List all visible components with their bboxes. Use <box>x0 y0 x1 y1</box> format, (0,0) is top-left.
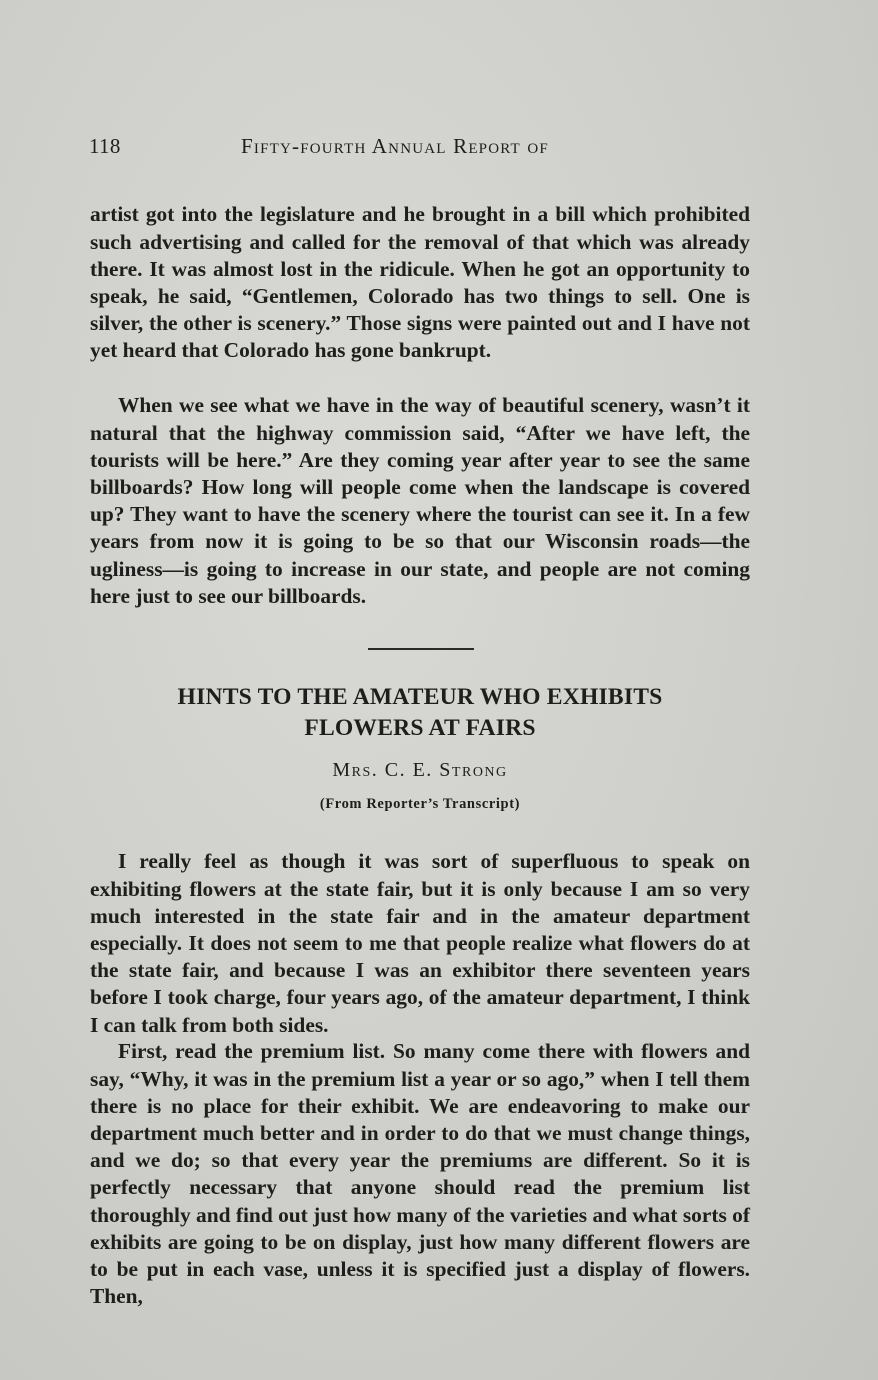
article-author: Mrs. C. E. Strong <box>332 759 508 781</box>
page-number: 118 <box>89 134 121 158</box>
article-title <box>90 682 750 744</box>
article-source-note: (From Reporter’s Transcript) <box>319 796 521 812</box>
running-title: Fifty-fourth Annual Report of <box>241 134 549 158</box>
article-title-line: FLOWERS AT FAIRS <box>304 715 536 741</box>
section-divider <box>368 648 474 650</box>
paragraph: When we see what we have in the way of beautiful scenery, wasn’t it natural that the highway commission said, “After we have left, the tourists will be here.” Are they coming year after year to see the same billboards? How long will people come when the landscape is covered up? They want to have the scenery where the tourist can see it. In a few years from now it is going to be so that our Wisconsin roads—the ugliness—is going to increase in our state, and people are not coming here just to see our billboards. <box>90 393 750 608</box>
paragraph: I really feel as though it was sort of superfluous to speak on exhibiting flowers at the state fair, but it is only because I am so very much interested in the state fair and in the amateur department especially. It does not seem to me that people realize what flowers do at the state fair, and because I was an exhibitor there seventeen years before I took charge, four years ago, of the amateur department, I think I can talk from both sides. <box>90 849 750 1037</box>
page-header <box>89 134 749 160</box>
paragraph: First, read the premium list. So many come there with flowers and say, “Why, it was in the premium list a year or so ago,” when I tell them there is no place for their exhibit. We are endeavoring to make our department much better and in order to do that we must change things, and we do; so that every year the premiums are different. So it is perfectly necessary that anyone should read the premium list thoroughly and find out just how many of the varieties and what sorts of exhibits are going to be on display, just how many different flowers are to be put in each vase, unless it is specified just a display of flowers. Then, <box>90 1039 750 1309</box>
paragraph: artist got into the legislature and he brought in a bill which prohibited such advertising and called for the removal of that which was already there. It was almost lost in the ridicule. When he got an opportunity to speak, he said, “Gentlemen, Colorado has two things to sell. One is silver, the other is scenery.” Those signs were painted out and I have not yet heard that Colorado has gone bankrupt. <box>90 202 750 363</box>
article-title-line: HINTS TO THE AMATEUR WHO EXHIBITS <box>177 684 663 710</box>
